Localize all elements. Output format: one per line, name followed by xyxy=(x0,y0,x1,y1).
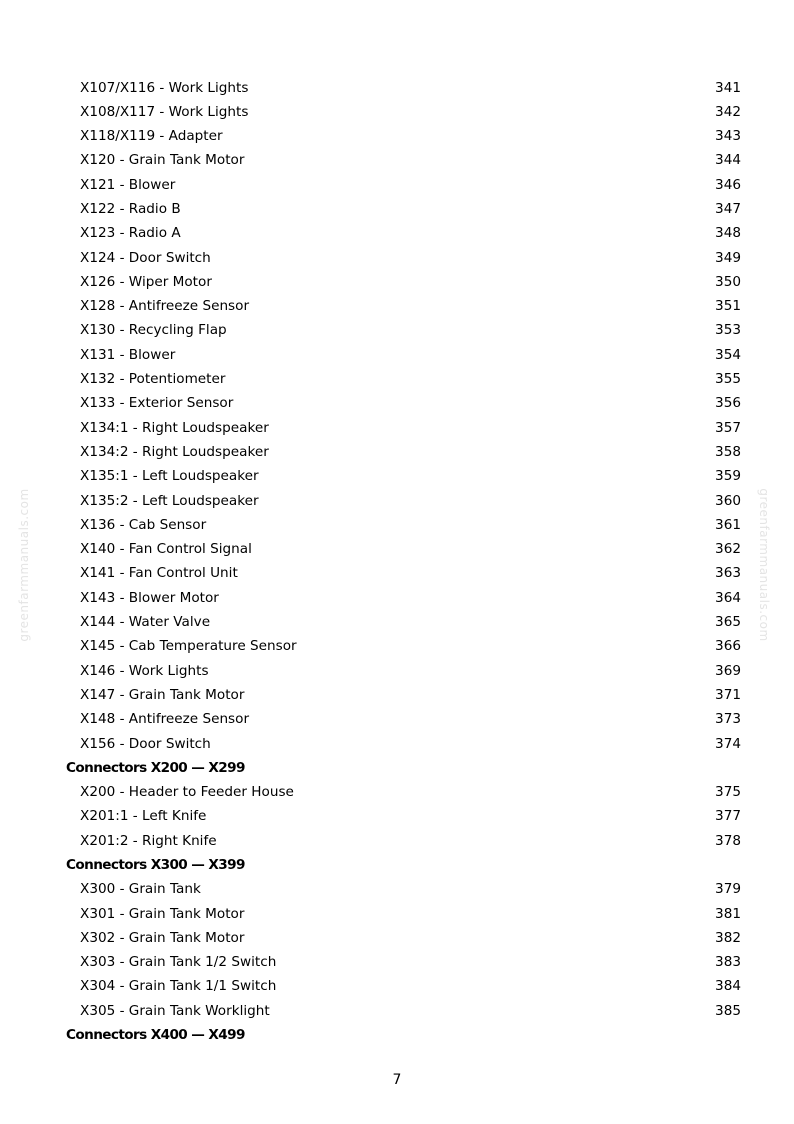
toc-entry-label: X300 - Grain Tank xyxy=(80,881,201,898)
toc-entry-label: X123 - Radio A xyxy=(80,225,181,242)
toc-entry-label: X302 - Grain Tank Motor xyxy=(80,929,245,946)
toc-entry-label: X145 - Cab Temperature Sensor xyxy=(80,638,297,655)
toc-entry-label: X201:2 - Right Knife xyxy=(80,832,217,849)
toc-entry xyxy=(0,367,794,391)
toc-entry xyxy=(0,683,794,707)
toc-entry-page-number: 383 xyxy=(715,954,741,971)
toc-entry-page-number: 358 xyxy=(715,443,741,460)
toc-entry-label: X156 - Door Switch xyxy=(80,735,211,752)
toc-entry-page-number: 382 xyxy=(715,929,741,946)
toc-entry-label: X140 - Fan Control Signal xyxy=(80,541,252,558)
toc-entry-page-number: 369 xyxy=(715,662,741,679)
toc-entry-label: X118/X119 - Adapter xyxy=(80,128,223,145)
toc-entry xyxy=(0,537,794,561)
toc-entry xyxy=(0,902,794,926)
toc-entry-label: X108/X117 - Work Lights xyxy=(80,103,249,120)
toc-entry-label: X144 - Water Valve xyxy=(80,614,211,631)
toc-entry xyxy=(0,124,794,148)
toc-entry-page-number: 366 xyxy=(715,638,741,655)
toc-entry-page-number: 374 xyxy=(715,735,741,752)
toc-entry xyxy=(0,197,794,221)
toc-entry xyxy=(0,221,794,245)
toc-entry xyxy=(0,294,794,318)
toc-entry-page-number: 360 xyxy=(715,492,741,509)
toc-entry xyxy=(0,950,794,974)
toc-entry-label: X136 - Cab Sensor xyxy=(80,516,207,533)
toc-entry-page-number: 379 xyxy=(715,881,741,898)
toc-entry-page-number: 359 xyxy=(715,468,741,485)
toc-entry-page-number: 343 xyxy=(715,128,741,145)
toc-entry-label: X121 - Blower xyxy=(80,176,176,193)
toc-entry xyxy=(0,343,794,367)
toc-entry xyxy=(0,780,794,804)
toc-entry xyxy=(0,804,794,828)
toc-entry-label: X120 - Grain Tank Motor xyxy=(80,152,245,169)
toc-entry-label: X132 - Potentiometer xyxy=(80,371,226,388)
toc-entry-label: X141 - Fan Control Unit xyxy=(80,565,238,582)
toc-entry-page-number: 346 xyxy=(715,176,741,193)
toc-entry-page-number: 378 xyxy=(715,832,741,849)
toc-entry xyxy=(0,76,794,100)
toc-entry-page-number: 357 xyxy=(715,419,741,436)
toc-entry xyxy=(0,148,794,172)
toc-entry xyxy=(0,610,794,634)
toc-entry-label: X126 - Wiper Motor xyxy=(80,273,212,290)
toc-entry xyxy=(0,586,794,610)
toc-entry-page-number: 351 xyxy=(715,298,741,315)
toc-entry-label: X107/X116 - Work Lights xyxy=(80,79,249,96)
toc-entry-page-number: 341 xyxy=(715,79,741,96)
toc-entry-label: X304 - Grain Tank 1/1 Switch xyxy=(80,978,277,995)
toc-entry-label: X122 - Radio B xyxy=(80,200,181,217)
toc-entry-label: X146 - Work Lights xyxy=(80,662,209,679)
toc-entry xyxy=(0,270,794,294)
toc-entry-label: X134:1 - Right Loudspeaker xyxy=(80,419,269,436)
toc-entry-page-number: 347 xyxy=(715,200,741,217)
toc-entry-page-number: 355 xyxy=(715,371,741,388)
toc-section-heading xyxy=(0,853,794,877)
toc-entry-label: X200 - Header to Feeder House xyxy=(80,784,294,801)
toc-section-heading xyxy=(0,1023,794,1047)
toc-entry xyxy=(0,464,794,488)
toc-entry-page-number: 384 xyxy=(715,978,741,995)
toc-entry xyxy=(0,877,794,901)
toc-entry-label: X148 - Antifreeze Sensor xyxy=(80,711,250,728)
toc-entry-label: X133 - Exterior Sensor xyxy=(80,395,234,412)
toc-entry-page-number: 350 xyxy=(715,273,741,290)
toc-entry-page-number: 381 xyxy=(715,905,741,922)
toc-entry xyxy=(0,634,794,658)
toc-section-heading xyxy=(0,756,794,780)
watermark-left-text: greenfarmmanuals.com xyxy=(17,488,31,642)
toc-entry-page-number: 364 xyxy=(715,589,741,606)
toc-entry-page-number: 354 xyxy=(715,346,741,363)
toc-entry-page-number: 342 xyxy=(715,103,741,120)
watermark-right-text: greenfarmmanuals.com xyxy=(757,488,771,642)
toc-entry-page-number: 377 xyxy=(715,808,741,825)
toc-entry xyxy=(0,391,794,415)
toc-entry xyxy=(0,732,794,756)
toc-entry-label: X201:1 - Left Knife xyxy=(80,808,207,825)
toc-entry xyxy=(0,974,794,998)
toc-entry-label: X147 - Grain Tank Motor xyxy=(80,686,245,703)
toc-entry-page-number: 375 xyxy=(715,784,741,801)
toc-entry xyxy=(0,513,794,537)
toc-entry-page-number: 349 xyxy=(715,249,741,266)
toc-entry-label: X135:2 - Left Loudspeaker xyxy=(80,492,259,509)
toc-entry xyxy=(0,999,794,1023)
toc-entry xyxy=(0,246,794,270)
section-heading-label: Connectors X200 — X299 xyxy=(66,759,245,776)
section-heading-label: Connectors X400 — X499 xyxy=(66,1027,245,1044)
toc-entry xyxy=(0,659,794,683)
toc-entry-label: X124 - Door Switch xyxy=(80,249,211,266)
toc-entry-page-number: 353 xyxy=(715,322,741,339)
toc-entry-label: X131 - Blower xyxy=(80,346,176,363)
toc-entry xyxy=(0,318,794,342)
toc-entry-label: X135:1 - Left Loudspeaker xyxy=(80,468,259,485)
toc-entry xyxy=(0,707,794,731)
toc-entry xyxy=(0,100,794,124)
toc-entry-page-number: 348 xyxy=(715,225,741,242)
toc-entry-page-number: 373 xyxy=(715,711,741,728)
toc-entry-label: X301 - Grain Tank Motor xyxy=(80,905,245,922)
toc-entry-page-number: 363 xyxy=(715,565,741,582)
toc-entry xyxy=(0,926,794,950)
toc-entry-label: X143 - Blower Motor xyxy=(80,589,219,606)
section-heading-label: Connectors X300 — X399 xyxy=(66,857,245,873)
toc-entry-label: X128 - Antifreeze Sensor xyxy=(80,298,250,315)
toc-entry xyxy=(0,829,794,853)
toc-entry xyxy=(0,173,794,197)
toc-entry-page-number: 362 xyxy=(715,541,741,558)
toc-entry xyxy=(0,489,794,513)
table-of-contents xyxy=(0,76,794,1048)
toc-entry-page-number: 356 xyxy=(715,395,741,412)
toc-entry xyxy=(0,561,794,585)
toc-entry xyxy=(0,416,794,440)
toc-entry-page-number: 361 xyxy=(715,516,741,533)
toc-entry-label: X130 - Recycling Flap xyxy=(80,322,227,339)
toc-entry-page-number: 365 xyxy=(715,614,741,631)
toc-entry-page-number: 385 xyxy=(715,1002,741,1019)
toc-entry-label: X134:2 - Right Loudspeaker xyxy=(80,443,269,460)
toc-entry xyxy=(0,440,794,464)
toc-entry-page-number: 344 xyxy=(715,152,741,169)
page-number: 7 xyxy=(392,1072,402,1088)
toc-entry-page-number: 371 xyxy=(715,686,741,703)
toc-entry-label: X303 - Grain Tank 1/2 Switch xyxy=(80,954,277,971)
toc-entry-label: X305 - Grain Tank Worklight xyxy=(80,1002,270,1019)
